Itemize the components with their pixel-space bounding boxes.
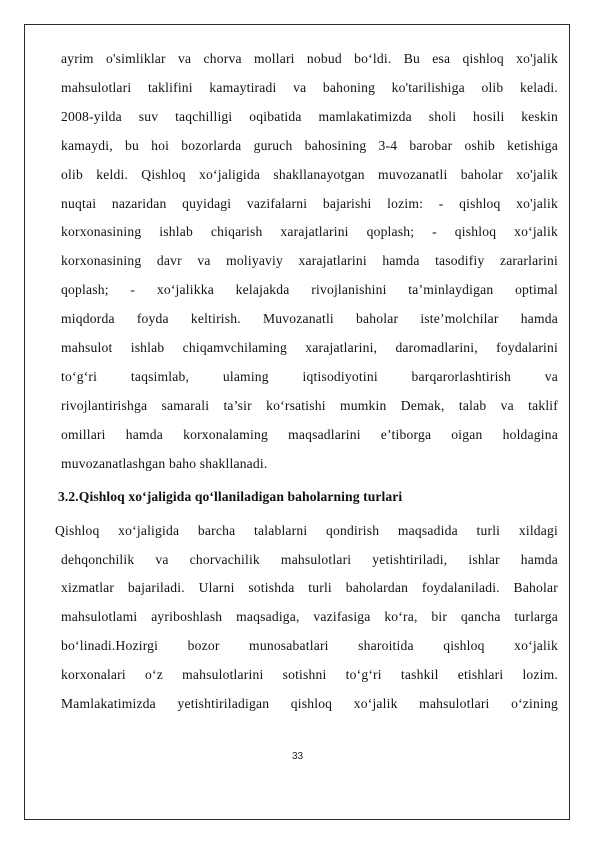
text-line: miqdorda foyda keltirish. Muvozanatli baholar iste’molchilar hamda: [61, 311, 558, 327]
section-heading: 3.2.Qishloq xo‘jaligida qo‘llaniladigan baholarning turlari: [58, 488, 403, 504]
text-line: xizmatlar bajariladi. Ularni sotishda turli baholardan foydalaniladi. Baholar: [61, 580, 558, 596]
text-line: muvozanatlashgan baho shakllanadi.: [61, 455, 268, 471]
text-line: kamaydi, bu hoi bozorlarda guruch bahosining 3-4 barobar oshib ketishiga: [61, 137, 558, 153]
text-line: mahsulotlami ayriboshlash maqsadiga, vazifasiga ko‘ra, bir qancha turlarga: [61, 609, 558, 625]
text-line: korxonalari o‘z mahsulotlarini sotishni to‘g‘ri tashkil etishlari lozim.: [61, 667, 558, 683]
text-line: to‘g‘ri taqsimlab, ulaming iqtisodiyotini barqarorlashtirish va: [61, 368, 558, 384]
text-line: Mamlakatimizda yetishtiriladigan qishloq xo‘jalik mahsulotlari o‘zining: [61, 696, 558, 712]
text-line: bo‘linadi.Hozirgi bozor munosabatlari sharoitida qishloq xo‘jalik: [61, 638, 558, 654]
text-line: nuqtai nazaridan quyidagi vazifalarni bajarishi lozim: - qishloq xo'jalik: [61, 195, 558, 211]
text-line: mahsulot ishlab chiqamvchilaming xarajatlarini, daromadlarini, foydalarini: [61, 340, 558, 356]
text-line: mahsulotlari taklifini kamaytiradi va bahoning ko'tarilishiga olib keladi.: [61, 79, 558, 95]
text-line: 2008-yilda suv taqchilligi oqibatida mamlakatimizda sholi hosili keskin: [61, 108, 558, 124]
text-line: rivojlantirishga samarali ta’sir ko‘rsatishi mumkin Demak, talab va taklif: [61, 397, 558, 413]
text-line: qoplash; - xo‘jalikka kelajakda rivojlanishini ta’minlaydigan optimal: [61, 282, 558, 298]
text-line: korxonasining ishlab chiqarish xarajatlarini qoplash; - qishloq xo‘jalik: [61, 224, 558, 240]
document-body: [55, 45, 558, 719]
text-line: dehqonchilik va chorvachilik mahsulotlari yetishtiriladi, ishlar hamda: [61, 551, 558, 567]
text-line: korxonasining davr va moliyaviy xarajatlarini hamda tasodifiy zararlarini: [61, 253, 558, 269]
text-line: omillari hamda korxonalaming maqsadlarini e’tiborga oigan holdagina: [61, 426, 558, 442]
paragraph-1: [61, 45, 558, 479]
text-line: olib keldi. Qishloq xo‘jaligida shakllanayotgan muvozanatli baholar xo'jalik: [61, 166, 558, 182]
page-number: 33: [291, 751, 304, 762]
text-line: Qishloq xo‘jaligida barcha talablarni qondirish maqsadida turli xildagi: [55, 522, 558, 538]
paragraph-2: [55, 517, 558, 719]
text-line: ayrim o'simliklar va chorva mollari nobud bo‘ldi. Bu esa qishloq xo'jalik: [61, 51, 558, 66]
